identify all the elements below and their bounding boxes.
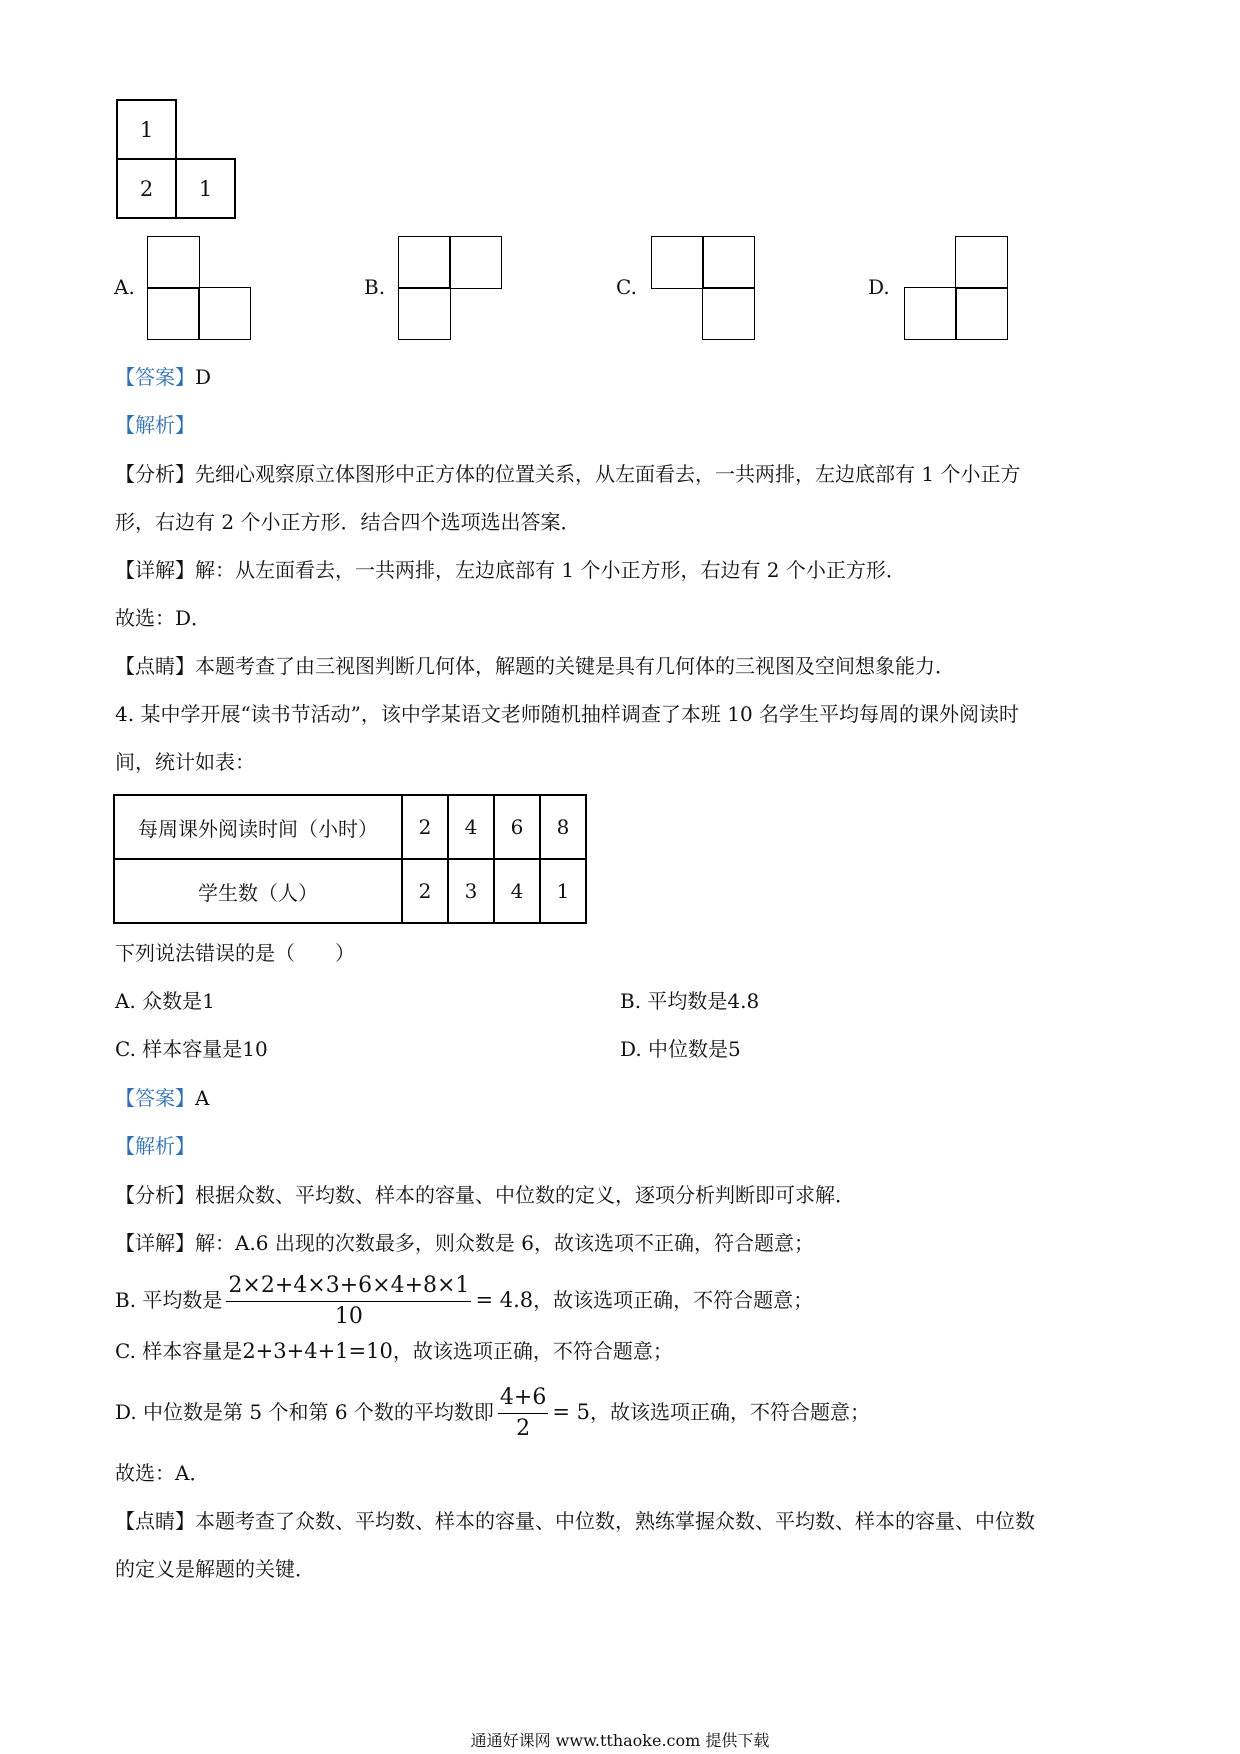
explain-c-prefix: C. 样本容量是 [115, 1339, 243, 1363]
sample-sum: 2+3+4+1=10 [242, 1339, 393, 1363]
q4-xiangjie [115, 1229, 814, 1257]
answer-value: A [195, 1086, 210, 1110]
option-label: A. [114, 275, 135, 299]
q4-question: 下列说法错误的是（ ） [115, 941, 355, 965]
q4-stem-cont: 间，统计如表： [115, 750, 255, 774]
xiangjie-text: 解：从左面看去，一共两排，左边底部有 1 个小正方形，右边有 2 个小正方形． [195, 558, 906, 582]
table-cell: 2 [402, 795, 448, 859]
option-label: D. [868, 275, 890, 299]
option-square [398, 287, 451, 340]
fraction-numerator: 4+6 [498, 1383, 548, 1414]
q4-option-c: C. 样本容量是10 [115, 1037, 268, 1061]
dianjing-tag: 【点睛】 [115, 1509, 195, 1533]
option-square [904, 287, 957, 340]
option-square [147, 236, 200, 289]
table-cell: 4 [448, 795, 494, 859]
table-header-cell: 学生数（人） [114, 859, 402, 923]
q4-explain-c [115, 1337, 673, 1365]
dianjing-text: 本题考查了由三视图判断几何体，解题的关键是具有几何体的三视图及空间想象能力． [195, 654, 955, 678]
q4-explain-d [115, 1380, 870, 1444]
option-square [651, 236, 704, 289]
dianjing-text: 本题考查了众数、平均数、样本的容量、中位数，熟练掌握众数、平均数、样本的容量、中位数 [195, 1509, 1035, 1533]
fenxi-text: 根据众数、平均数、样本的容量、中位数的定义，逐项分析判断即可求解． [195, 1183, 855, 1207]
q4-stem: 4. 某中学开展“读书节活动”，该中学某语文老师随机抽样调查了本班 10 名学生平均每周的课外阅读时 [115, 702, 1020, 726]
mean-result: = 4.8 [475, 1288, 534, 1312]
figure-cell: 1 [175, 158, 236, 219]
q4-option-a: A. 众数是1 [115, 989, 215, 1013]
explain-b-prefix: B. 平均数是 [115, 1288, 223, 1312]
dianjing-tag: 【点睛】 [115, 654, 195, 678]
q4-analysis-tag: 【解析】 [115, 1134, 195, 1158]
q4-dianjing [115, 1507, 1035, 1535]
xiangjie-text: 解：A.6 出现的次数最多，则众数是 6，故该选项不正确，符合题意； [195, 1231, 814, 1255]
q3-fenxi [115, 460, 1020, 488]
q4-guxuan: 故选：A． [115, 1461, 210, 1485]
option-square [449, 236, 502, 289]
fenxi-text: 先细心观察原立体图形中正方体的位置关系，从左面看去，一共两排，左边底部有 1 个小正方 [195, 462, 1021, 486]
explain-c-suffix: ，故该选项正确，不符合题意； [392, 1339, 673, 1363]
option-square [198, 287, 251, 340]
q3-dianjing [115, 652, 955, 680]
table-header-cell: 每周课外阅读时间（小时） [114, 795, 402, 859]
option-square [702, 236, 755, 289]
option-square [398, 236, 451, 289]
mean-fraction [226, 1271, 471, 1332]
q4-option-d: D. 中位数是5 [620, 1037, 741, 1061]
fraction-denominator: 2 [516, 1416, 531, 1441]
figure-cell: 2 [116, 158, 177, 219]
table-cell: 1 [540, 859, 586, 923]
reading-time-table [113, 794, 587, 924]
table-row [114, 859, 586, 923]
q4-dianjing-cont: 的定义是解题的关键． [115, 1557, 315, 1581]
option-square [955, 287, 1008, 340]
option-square [702, 287, 755, 340]
explain-d-prefix: D. 中位数是第 5 个和第 6 个数的平均数即 [115, 1400, 494, 1424]
q3-guxuan: 故选：D． [115, 606, 212, 630]
q4-option-b: B. 平均数是4.8 [620, 989, 760, 1013]
answer-tag: 【答案】 [115, 1086, 195, 1110]
table-cell: 3 [448, 859, 494, 923]
explain-b-suffix: ，故该选项正确，不符合题意； [533, 1288, 814, 1312]
option-square [147, 287, 200, 340]
q3-xiangjie [115, 556, 906, 584]
table-cell: 4 [494, 859, 540, 923]
q4-fenxi [115, 1181, 855, 1209]
table-cell: 2 [402, 859, 448, 923]
page-footer: 通通好课网 www.tthaoke.com 提供下载 [470, 1731, 770, 1750]
table-cell: 6 [494, 795, 540, 859]
figure-cell: 1 [116, 99, 177, 160]
answer-tag: 【答案】 [115, 365, 195, 389]
fraction-denominator: 10 [334, 1304, 363, 1329]
table-cell: 8 [540, 795, 586, 859]
q4-explain-b [115, 1268, 813, 1332]
table-row [114, 795, 586, 859]
q3-analysis-tag: 【解析】 [115, 413, 195, 437]
explain-d-suffix: ，故该选项正确，不符合题意； [590, 1400, 870, 1424]
answer-value: D [195, 365, 212, 389]
median-result: = 5 [552, 1400, 590, 1424]
q3-answer [115, 363, 211, 391]
median-fraction [498, 1383, 548, 1444]
option-square [955, 236, 1008, 289]
q4-answer [115, 1084, 209, 1112]
fenxi-tag: 【分析】 [115, 462, 195, 486]
q3-fenxi-cont: 形，右边有 2 个小正方形．结合四个选项选出答案． [115, 510, 581, 534]
option-label: B. [364, 275, 386, 299]
fraction-numerator: 2×2+4×3+6×4+8×1 [226, 1271, 471, 1302]
xiangjie-tag: 【详解】 [115, 1231, 195, 1255]
option-label: C. [616, 275, 637, 299]
fenxi-tag: 【分析】 [115, 1183, 195, 1207]
xiangjie-tag: 【详解】 [115, 558, 195, 582]
